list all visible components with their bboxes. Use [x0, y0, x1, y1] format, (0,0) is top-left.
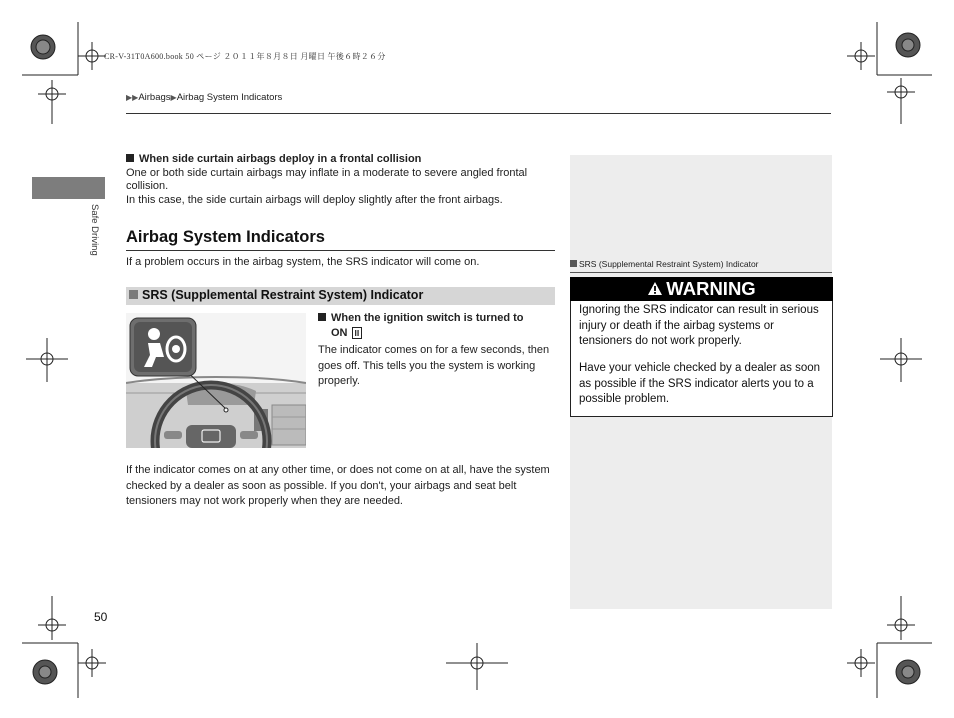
- page-number: 50: [94, 610, 108, 624]
- chapter-tab-label: Safe Driving: [89, 204, 100, 256]
- square-bullet-icon: [126, 154, 134, 162]
- curtain-heading: When side curtain airbags deploy in a frontal collision: [139, 153, 422, 165]
- ignition-heading-line1: When the ignition switch is turned to: [331, 312, 524, 324]
- section-title: Airbag System Indicators: [126, 228, 325, 246]
- print-header: CR-V-31T0A600.book 50 ページ ２０１１年８月８日 月曜日 午後６時２６分: [104, 52, 386, 61]
- square-bullet-icon: [129, 290, 138, 299]
- chapter-tab: [32, 177, 105, 199]
- section-title-rule: [126, 250, 555, 251]
- curtain-para-1: One or both side curtain airbags may inflate in a moderate to severe angled frontal collision.: [126, 166, 528, 193]
- warning-triangle-icon: [647, 281, 663, 296]
- sidebar-reference-rule: [570, 272, 832, 273]
- breadcrumb: [126, 92, 282, 103]
- curtain-airbag-note: [126, 153, 556, 207]
- square-bullet-icon: [318, 313, 326, 321]
- section-intro: If a problem occurs in the airbag system, the SRS indicator will come on.: [126, 256, 480, 268]
- ignition-note: [318, 311, 554, 390]
- breadcrumb-link-airbags[interactable]: Airbags: [138, 92, 171, 103]
- warning-header: [570, 277, 833, 301]
- other-condition-text: If the indicator comes on at any other time, or does not come on at all, have the system checked by a dealer as soon as possible. If you don't, your airbags and seat belt tensioners may not work properly when they are needed.: [126, 464, 550, 507]
- warning-title: WARNING: [666, 278, 756, 299]
- sidebar-reference: SRS (Supplemental Restraint System) Indicator: [570, 259, 759, 269]
- reference-icon: [570, 260, 577, 267]
- warning-para-2: Have your vehicle checked by a dealer as soon as possible if the SRS indicator alerts you to a possible problem.: [579, 362, 821, 405]
- subsection-title: SRS (Supplemental Restraint System) Indicator: [129, 288, 423, 302]
- breadcrumb-separator-icon: ▶: [170, 93, 177, 102]
- ignition-key-symbol: II: [352, 327, 363, 339]
- srs-indicator-illustration: [126, 313, 306, 448]
- header-rule: [126, 113, 831, 114]
- warning-para-1: Ignoring the SRS indicator can result in serious injury or death if the airbag systems or tensioners do not work properly.: [579, 304, 819, 347]
- breadcrumb-arrow-icon: ▶▶: [126, 93, 139, 102]
- ignition-text: The indicator comes on for a few seconds, then goes off. This tells you the system is working properly.: [318, 344, 550, 387]
- curtain-para-2: In this case, the side curtain airbags will deploy slightly after the front airbags.: [126, 193, 503, 206]
- breadcrumb-current: Airbag System Indicators: [176, 92, 283, 103]
- ignition-heading-line2: ON: [331, 327, 348, 339]
